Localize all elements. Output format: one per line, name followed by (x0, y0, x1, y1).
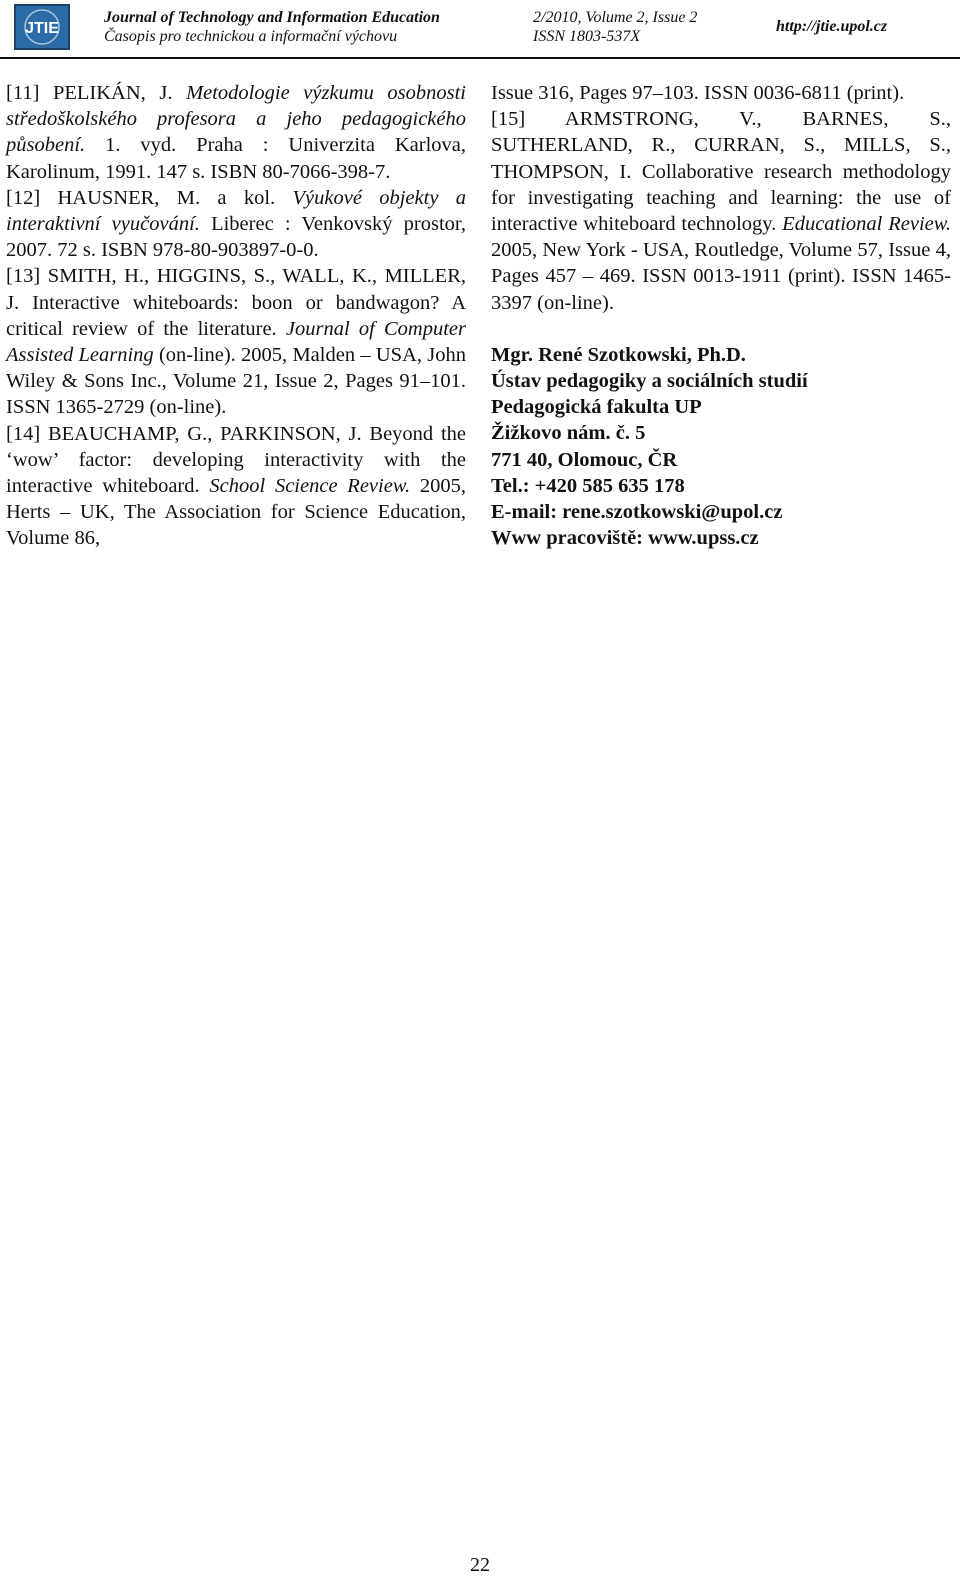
reference-15 (491, 106, 951, 316)
ref-authors: HAUSNER, M. a kol. (57, 186, 276, 209)
reference-13 (6, 263, 466, 420)
page-header (0, 0, 960, 56)
ref-details: Liberec : Venkovský prostor, 2007. 72 s. ISBN 978-80-903897-0-0. (6, 213, 467, 262)
author-name: Mgr. René Szotkowski, Ph.D. (491, 343, 746, 366)
ref-details: 2005, Herts – UK, The Association for Science Education, Volume 86, (6, 475, 466, 550)
ref-number: [14] (6, 422, 41, 445)
ref-title: Metodologie výzkumu osobnosti středoškolského profesora a jeho pedagogického působení. (6, 82, 466, 157)
reference-14-continuation: Issue 316, Pages 97–103. ISSN 0036-6811 (print). (491, 82, 905, 104)
ref-journal: Educational Review. (782, 213, 952, 236)
journal-url[interactable]: http://jtie.upol.cz (776, 18, 888, 35)
journal-info (104, 8, 440, 46)
ref-details: 1. vyd. Praha : Univerzita Karlova, Karolinum, 1991. 147 s. ISBN 80-7066-398-7. (6, 134, 467, 183)
header-rule (0, 57, 960, 59)
issue-number: 2/2010, Volume 2, Issue 2 (533, 9, 698, 26)
journal-subtitle: Časopis pro technickou a informační výchovu (104, 28, 398, 45)
author-street: Žižkovo nám. č. 5 (491, 422, 646, 445)
jtie-logo (14, 4, 70, 50)
ref-details: (on-line). 2005, Malden – USA, John Wiley & Sons Inc., Volume 21, Issue 2, Pages 91–101. ISSN 1365-2729 (on-line). (6, 344, 467, 419)
ref-number: [13] (6, 265, 41, 288)
ref-title: Výukové objekty a interaktivní vyučování. (6, 186, 467, 236)
author-department: Ústav pedagogiky a sociálních studií (491, 370, 808, 393)
ref-number: [15] (491, 108, 526, 131)
left-column (6, 80, 466, 552)
page-number: 22 (470, 1554, 490, 1576)
author-web[interactable]: Www pracoviště: www.upss.cz (491, 527, 759, 550)
author-faculty: Pedagogická fakulta UP (491, 396, 702, 419)
ref-details: 2005, New York - USA, Routledge, Volume 57, Issue 4, Pages 457 – 469. ISSN 0013-1911 (print). ISSN 1465-3397 (on-line). (491, 239, 951, 314)
author-phone: Tel.: +420 585 635 178 (491, 474, 685, 497)
ref-authors: SMITH, H., HIGGINS, S., WALL, K., MILLER, J. Interactive whiteboards: boon or bandwagon? A critical review of the literature. (6, 265, 466, 340)
author-email[interactable]: E-mail: rene.szotkowski@upol.cz (491, 501, 783, 524)
ref-journal: School Science Review. (209, 475, 411, 498)
reference-11 (6, 80, 466, 185)
spacer (491, 316, 951, 342)
ref-authors: BEAUCHAMP, G., PARKINSON, J. Beyond the ‘wow’ factor: developing interactivity with the interactive whiteboard. (6, 422, 466, 498)
ref-number: [11] (6, 82, 40, 104)
logo-text: JTIE (25, 20, 59, 37)
ref-authors: PELIKÁN, J. (52, 82, 173, 104)
reference-12 (6, 185, 466, 264)
journal-title: Journal of Technology and Information Education (104, 9, 440, 26)
issue-info (533, 8, 697, 46)
right-column (491, 80, 951, 551)
author-city: 771 40, Olomouc, ČR (491, 448, 678, 471)
ref-journal: Journal of Computer Assisted Learning (6, 317, 466, 367)
author-block (491, 342, 951, 552)
ref-number: [12] (6, 186, 41, 209)
ref-authors: ARMSTRONG, V., BARNES, S., SUTHERLAND, R., CURRAN, S., MILLS, S., THOMPSON, I. Collaborative research methodology for investigating teaching and learning: the use of interactive whiteboard technology. (491, 108, 951, 236)
reference-14 (6, 421, 466, 552)
issn: ISSN 1803-537X (533, 28, 641, 45)
